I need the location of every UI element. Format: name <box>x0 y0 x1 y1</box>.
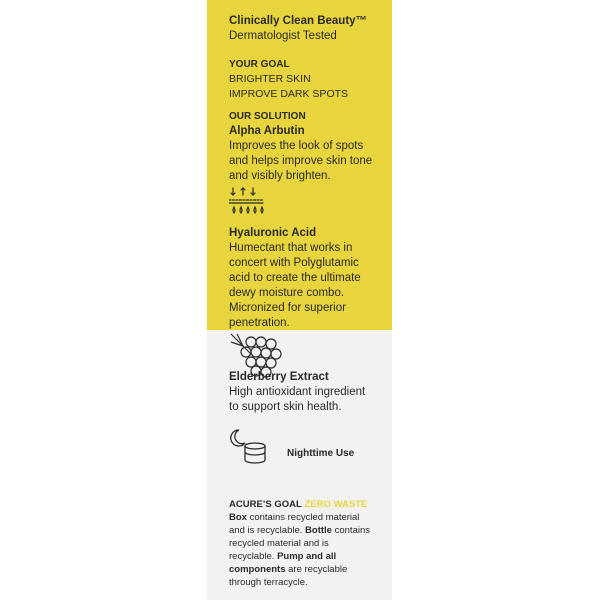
zero-waste-line <box>229 550 370 563</box>
zero-waste-text: components <box>229 564 286 575</box>
product-box-side-panel <box>207 0 392 600</box>
ingredient-desc-line: concert with Polyglutamic <box>229 257 359 269</box>
ingredient-name: Elderberry Extract <box>229 371 329 383</box>
zero-waste-highlight: ZERO WASTE <box>304 499 368 510</box>
zero-waste-lines <box>229 511 370 589</box>
zero-waste-line <box>229 563 370 576</box>
nighttime-use-label: Nighttime Use <box>287 448 355 459</box>
zero-waste-block <box>229 498 370 589</box>
zero-waste-line <box>229 511 370 524</box>
zero-waste-heading <box>229 498 370 511</box>
zero-waste-line <box>229 576 370 589</box>
elderberry-block <box>229 370 365 415</box>
ingredient-desc-line: Improves the look of spots <box>229 140 364 152</box>
zero-waste-text: recycled material and is <box>229 538 329 549</box>
zero-waste-text: through terracycle. <box>229 577 308 588</box>
zero-waste-heading-label: ACURE’S GOAL <box>229 499 302 510</box>
zero-waste-text: are recyclable <box>285 564 348 575</box>
zero-waste-text: recyclable. <box>229 551 278 562</box>
goal-line: BRIGHTER SKIN <box>229 73 311 85</box>
moon-jar-icon <box>229 428 277 473</box>
goal-block <box>229 57 348 102</box>
zero-waste-text: and is recyclable. <box>229 525 306 536</box>
ingredient-desc-line: Humectant that works in <box>229 242 353 254</box>
ingredient-desc-line: High antioxidant ingredient <box>229 386 366 398</box>
ingredient-desc-line: and helps improve skin tone <box>229 155 373 167</box>
solution-heading: OUR SOLUTION <box>229 111 306 122</box>
zero-waste-text: Box <box>229 512 247 523</box>
zero-waste-text: contains recycled material <box>246 512 360 523</box>
zero-waste-line <box>229 537 370 550</box>
ingredient-desc-line: Micronized for superior <box>229 302 346 314</box>
dermatologist-tested-label: Dermatologist Tested <box>229 30 337 42</box>
header-block <box>229 14 367 44</box>
ingredient-name: Alpha Arbutin <box>229 125 305 137</box>
brand-tagline: Clinically Clean Beauty™ <box>229 15 368 27</box>
brightening-drops-icon <box>229 186 269 223</box>
zero-waste-line <box>229 524 370 537</box>
zero-waste-text: contains <box>331 525 370 536</box>
solution-block <box>229 109 372 184</box>
zero-waste-text: Pump and all <box>277 551 337 562</box>
ingredient-desc-line: and visibly brighten. <box>229 170 331 182</box>
zero-waste-text: Bottle <box>305 525 332 536</box>
goal-line: IMPROVE DARK SPOTS <box>229 88 349 100</box>
ingredient-desc-line: dewy moisture combo. <box>229 287 345 299</box>
ingredient-desc-line: acid to create the ultimate <box>229 272 361 284</box>
ingredient-desc-line: to support skin health. <box>229 401 342 413</box>
ingredient-name: Hyaluronic Acid <box>229 227 317 239</box>
hyaluronic-block <box>229 226 361 331</box>
ingredient-desc-line: penetration. <box>229 317 290 329</box>
goal-heading: YOUR GOAL <box>229 59 290 70</box>
